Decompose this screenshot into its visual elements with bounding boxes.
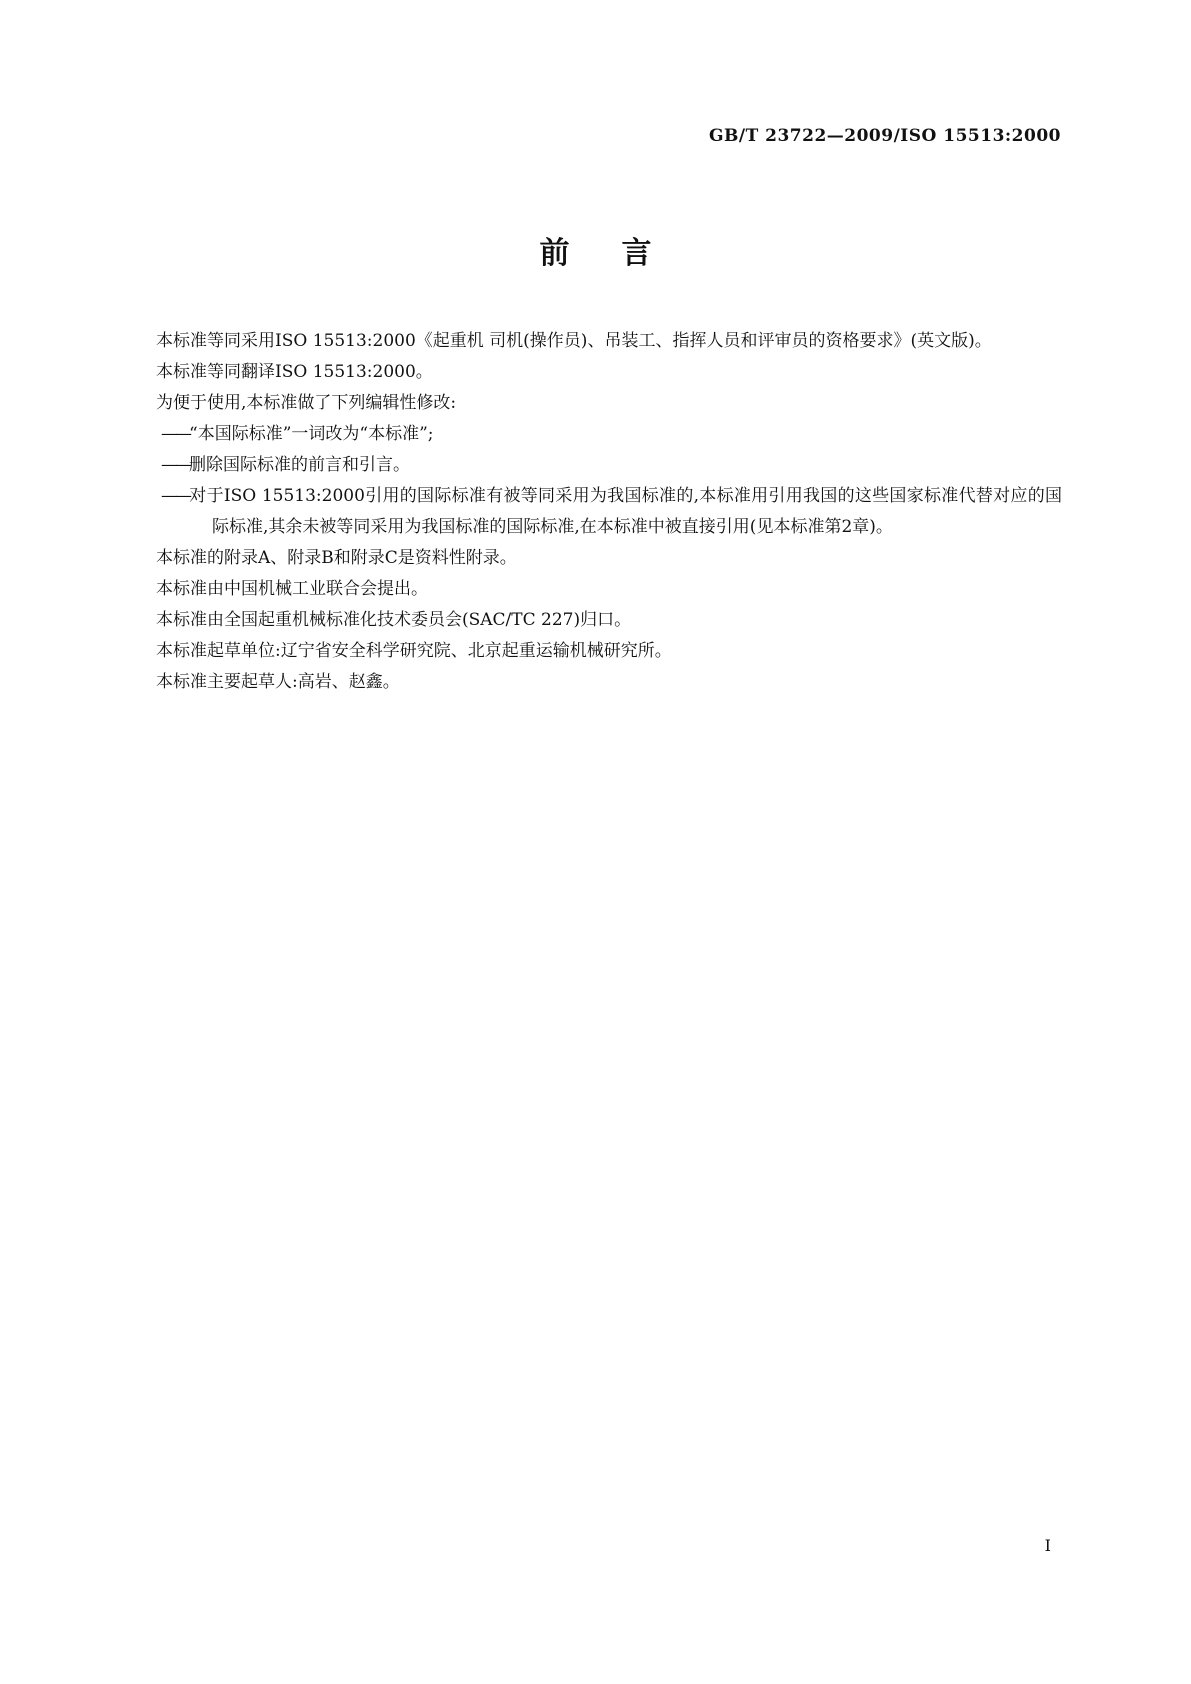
list-item-change-3	[122, 481, 1062, 543]
page-number: I	[1044, 1536, 1051, 1555]
paragraph-annexes: 本标准的附录A、附录B和附录C是资料性附录。	[156, 548, 517, 568]
paragraph-drafters: 本标准主要起草人:高岩、赵鑫。	[156, 672, 400, 692]
paragraph-drafting-units: 本标准起草单位:辽宁省安全科学研究院、北京起重运输机械研究所。	[156, 641, 672, 661]
paragraph-translation: 本标准等同翻译ISO 15513:2000。	[156, 362, 433, 382]
list-item-change-1	[122, 419, 1062, 450]
foreword-body	[122, 326, 1062, 698]
list-item-text: “本国际标准”一词改为“本标准”;	[189, 424, 434, 444]
list-item-dash: ——	[161, 486, 189, 506]
standard-number-header: GB/T 23722—2009/ISO 15513:2000	[708, 126, 1061, 146]
list-item-dash: ——	[161, 455, 189, 475]
paragraph-editorial-changes: 为便于使用,本标准做了下列编辑性修改:	[156, 393, 457, 413]
paragraph-adoption: 本标准等同采用ISO 15513:2000《起重机 司机(操作员)、吊装工、指挥人员和评审员的资格要求》(英文版)。	[156, 331, 992, 351]
list-item-change-2	[122, 450, 1062, 481]
paragraph-proposer: 本标准由中国机械工业联合会提出。	[156, 579, 428, 599]
list-item-text: 对于ISO 15513:2000引用的国际标准有被等同采用为我国标准的,本标准用引用我国的这些国家标准代替对应的国际标准,其余未被等同采用为我国标准的国际标准,在本标准中被直接引用(见本标准第2章)。	[189, 486, 1062, 537]
list-item-dash: ——	[161, 424, 189, 444]
page-title: 前言	[539, 236, 704, 271]
list-item-text: 删除国际标准的前言和引言。	[189, 455, 410, 475]
paragraph-committee: 本标准由全国起重机械标准化技术委员会(SAC/TC 227)归口。	[156, 610, 632, 630]
